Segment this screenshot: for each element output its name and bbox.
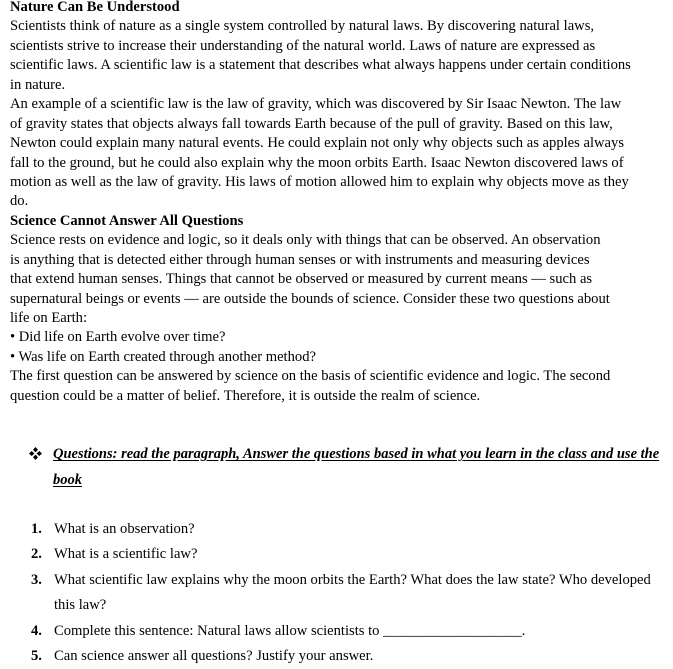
question-item	[0, 644, 673, 669]
paragraph-line: do.	[10, 193, 29, 210]
question-item	[0, 517, 673, 542]
paragraph-line: Newton could explain many natural events. He could explain not only why objects such as apples always	[10, 135, 624, 152]
section-heading: Nature Can Be Understood	[10, 0, 180, 15]
question-number: 1.	[31, 521, 42, 537]
paragraph-line: of gravity states that objects always fall towards Earth because of the pull of gravity. Based on this law,	[10, 115, 613, 132]
instruction-line	[53, 467, 659, 493]
question-text: Can science answer all questions? Justify your answer.	[54, 647, 374, 664]
question-item	[0, 568, 673, 619]
question-number: 4.	[31, 622, 42, 639]
question-list	[0, 517, 673, 669]
question-item	[0, 542, 673, 567]
paragraph-line: scientists strive to increase their understanding of the natural world. Laws of nature are expressed as	[10, 37, 596, 54]
paragraph-line: question could be a matter of belief. Therefore, it is outside the realm of science.	[10, 387, 481, 404]
instruction-text: Questions: read the paragraph, Answer the questions based in what you learn in the class and use the	[53, 446, 660, 462]
paragraph-line: Science rests on evidence and logic, so it deals only with things that can be observed. An observation	[10, 232, 601, 249]
question-text: What scientific law explains why the moon orbits the Earth? What does the law state? Who developed	[54, 571, 651, 588]
question-number: 3.	[31, 571, 42, 588]
paragraph-line: that extend human senses. Things that cannot be observed or measured by current means — such as	[10, 271, 593, 288]
question-text-continued: this law?	[54, 597, 107, 614]
paragraph-line: is anything that is detected either through human senses or with instruments and measuring devices	[10, 251, 590, 268]
questions-instruction	[53, 441, 659, 493]
question-number: 2.	[31, 546, 42, 563]
paragraph-line: scientific laws. A scientific law is a statement that describes what always happens under certain conditions	[10, 57, 631, 74]
paragraph-line: An example of a scientific law is the law of gravity, which was discovered by Sir Isaac Newton. The law	[10, 96, 622, 113]
bullet-line: • Was life on Earth created through another method?	[10, 348, 316, 365]
paragraph-line: motion as well as the law of gravity. His laws of motion allowed him to explain why objects move as they	[10, 173, 629, 190]
bullet-line: • Did life on Earth evolve over time?	[10, 329, 226, 346]
section-heading: Science Cannot Answer All Questions	[10, 212, 244, 229]
question-number: 5.	[31, 647, 42, 664]
paragraph-line: fall to the ground, but he could also explain why the moon orbits Earth. Isaac Newton discovered laws of	[10, 154, 624, 171]
question-item	[0, 619, 673, 644]
paragraph-line: Scientists think of nature as a single system controlled by natural laws. By discovering natural laws,	[10, 18, 595, 35]
reading-passage	[10, 0, 631, 406]
paragraph-line: in nature.	[10, 76, 66, 93]
instruction-line	[53, 441, 659, 467]
diamond-bullet-icon	[29, 447, 42, 460]
paragraph-line: supernatural beings or events — are outside the bounds of science. Consider these two questions about	[10, 290, 610, 307]
question-text: Complete this sentence: Natural laws allow scientists to ___________________.	[54, 622, 526, 639]
question-text: What is an observation?	[54, 521, 195, 537]
paragraph-line: The first question can be answered by science on the basis of scientific evidence and logic. The second	[10, 368, 611, 385]
question-text: What is a scientific law?	[54, 546, 198, 563]
paragraph-line: life on Earth:	[10, 310, 87, 326]
instruction-text: book	[53, 472, 82, 488]
